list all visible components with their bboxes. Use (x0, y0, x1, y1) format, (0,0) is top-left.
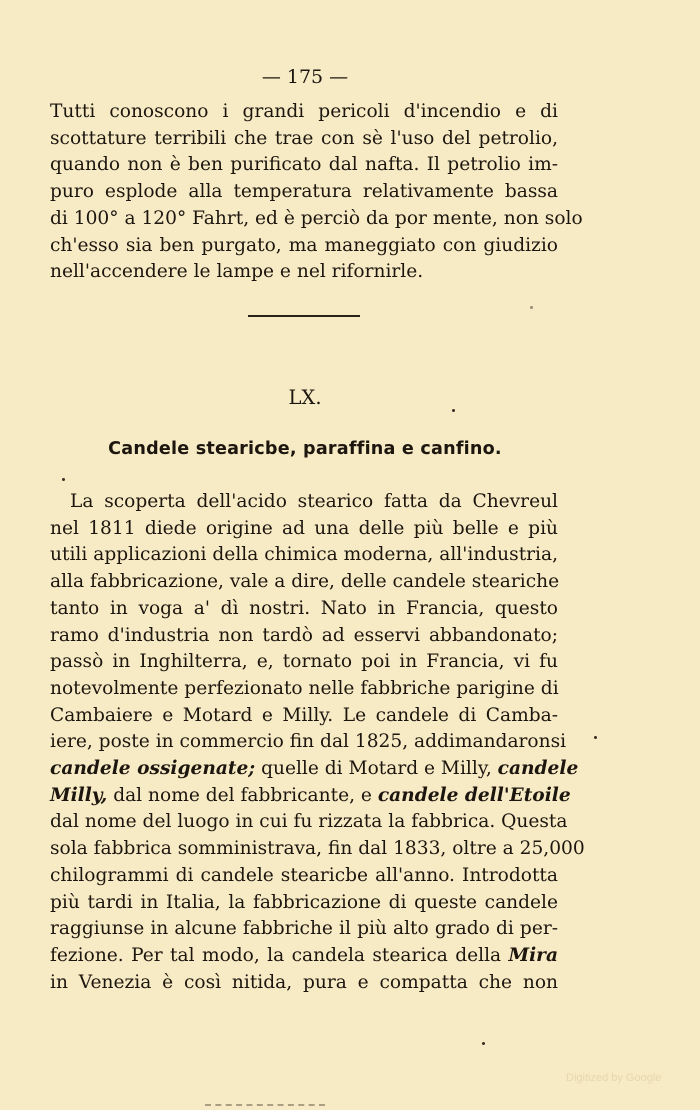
text-line: passò in Inghilterra, e, tornato poi in Francia, vi fu (50, 651, 558, 673)
text-line: chilogrammi di candele stearicbe all'anno. Introdotta (50, 864, 558, 886)
text-line: nell'accendere le lampe e nel rifornirle. (50, 261, 424, 283)
text-line: tanto in voga a' dì nostri. Nato in Francia, questo (50, 597, 558, 619)
text-run: quelle di Motard e Milly, (255, 758, 498, 780)
ink-speck (452, 409, 455, 412)
text-line (50, 783, 571, 810)
text-line (50, 756, 579, 783)
text-line: quando non è ben purificato dal nafta. Il petrolio im- (50, 154, 558, 176)
text-line: raggiunse in alcune fabbriche il più alto grado di per- (50, 918, 558, 940)
text-line: alla fabbricazione, vale a dire, delle candele steariche (50, 571, 560, 593)
text-line: di 100° a 120° Fahrt, ed è perciò da por mente, non solo (50, 207, 583, 229)
chapter-title: Candele stearicbe, paraffina e canfino. (108, 439, 502, 459)
italic-term: Milly, (50, 784, 108, 806)
ink-speck (62, 478, 65, 481)
page-number: — 175 — (261, 66, 349, 88)
italic-term: candele (497, 758, 579, 780)
text-line: dal nome del luogo in cui fu rizzata la fabbrica. Questa (50, 811, 568, 833)
text-line (50, 943, 558, 970)
text-line: Cambaiere e Motard e Milly. Le candele di Camba- (50, 704, 558, 726)
text-line: sola fabbrica somministrava, fin dal 1833, oltre a 25,000 (50, 838, 585, 860)
paragraph-stearic-candles (50, 489, 585, 996)
text-line: La scoperta dell'acido stearico fatta da Chevreul (70, 491, 558, 512)
italic-term: Mira (508, 944, 558, 966)
text-line: Tutti conoscono i grandi pericoli d'incendio e di (50, 101, 558, 122)
text-line: ramo d'industria non tardò ad esservi abbandonato; (50, 624, 558, 646)
text-line: ch'esso sia ben purgato, ma maneggiato con giudizio (50, 234, 558, 256)
text-line: iere, poste in commercio fin dal 1825, addimandaronsi (50, 731, 567, 753)
italic-term: candele dell'Etoile (377, 784, 571, 806)
text-line: utili applicazioni della chimica moderna, all'industria, (50, 544, 558, 566)
paragraph-petroleum (50, 99, 583, 286)
italic-term: candele ossigenate; (50, 758, 256, 780)
watermark: Digitized by Google (566, 1072, 662, 1084)
chapter-number: LX. (288, 386, 322, 409)
ink-speck (482, 1042, 485, 1045)
section-divider (248, 315, 360, 317)
text-line: notevolmente perfezionato nelle fabbriche parigine di (50, 677, 559, 699)
text-line: puro esplode alla temperatura relativamente bassa (50, 181, 558, 203)
ink-speck (530, 306, 533, 309)
text-line: nel 1811 diede origine ad una delle più belle e più (50, 517, 558, 539)
text-line: scottature terribili che trae con sè l'uso del petrolio, (50, 127, 558, 149)
page-edge-marks (205, 1104, 325, 1109)
text-line: più tardi in Italia, la fabbricazione di queste candele (50, 891, 558, 913)
ink-speck (594, 736, 597, 739)
text-run: fezione. Per tal modo, la candela stearica della (50, 944, 509, 966)
text-run: dal nome del fabbricante, e (107, 784, 378, 806)
text-line: in Venezia è così nitida, pura e compatta che non (50, 971, 558, 993)
